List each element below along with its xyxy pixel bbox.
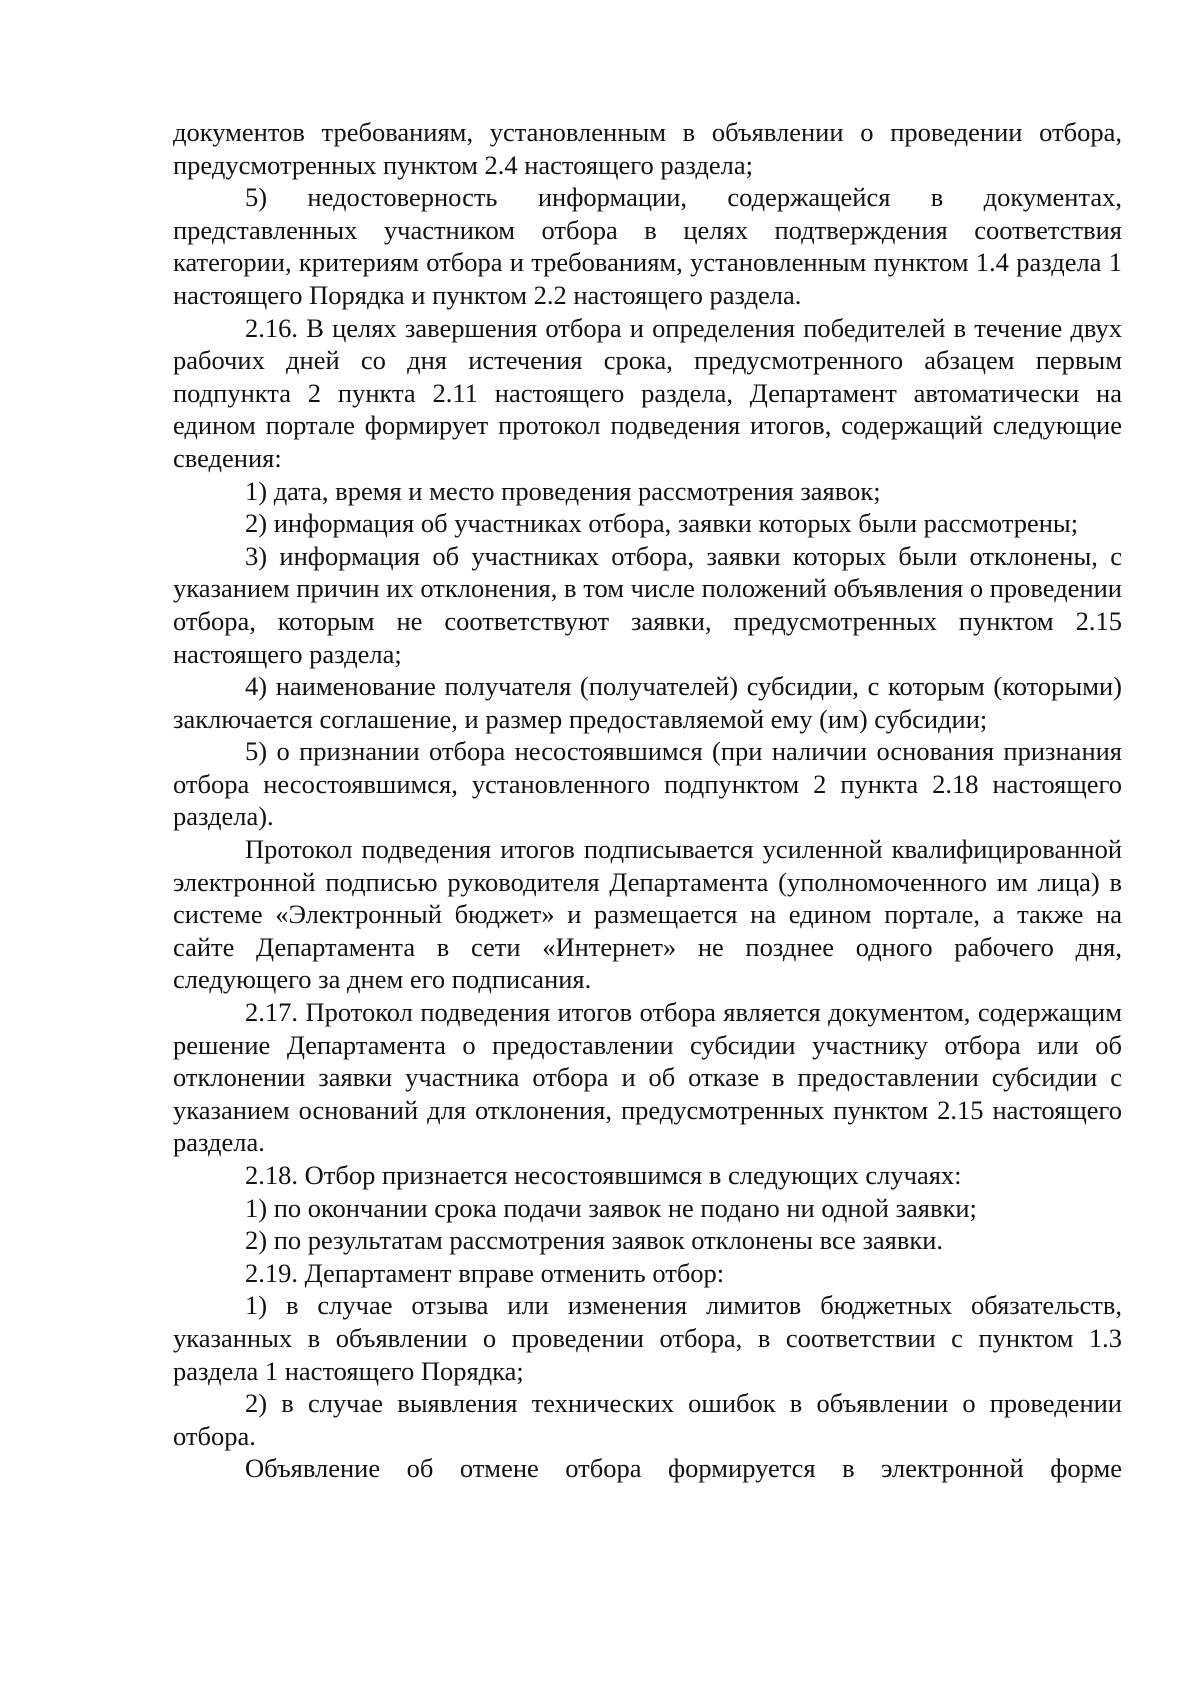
paragraph-list-item-4: 4) наименование получателя (получателей) субсидии, с которым (которыми) заключается соглашение, и размер предоставляемой ему (им) субсидии; — [173, 671, 1122, 734]
paragraph-2-18: 2.18. Отбор признается несостоявшимся в следующих случаях: — [245, 1160, 962, 1190]
paragraph-2-19: 2.19. Департамент вправе отменить отбор: — [245, 1257, 725, 1288]
paragraph-2-17: 2.17. Протокол подведения итогов отбора является документом, содержащим решение Департамента о предоставлении субсидии участнику отбора или об отклонении заявки участника отбора и об отказе в предоставлении субсидии с указанием оснований для отклонения, предусмотренных пунктом 2.15 настоящего раздела. — [173, 997, 1122, 1158]
paragraph-2-19-item-2: 2) в случае выявления технических ошибок в объявлении о проведении отбора. — [173, 1388, 1122, 1451]
paragraph-2-16: 2.16. В целях завершения отбора и определения победителей в течение двух рабочих дней со дня истечения срока, предусмотренного абзацем первым подпункта 2 пункта 2.11 настоящего раздела, Департамент автоматически на едином портале формирует протокол подведения итогов, содержащий следующие сведения: — [173, 312, 1122, 473]
paragraph-list-item-1: 1) дата, время и место проведения рассмотрения заявок; — [245, 475, 881, 506]
document-page — [173, 116, 1122, 1485]
paragraph-2-18-item-1: 1) по окончании срока подачи заявок не подано ни одной заявки; — [245, 1192, 977, 1223]
paragraph-list-item-5: 5) о признании отбора несостоявшимся (при наличии основания признания отбора несостоявшимся, установленного подпунктом 2 пункта 2.18 настоящего раздела). — [173, 736, 1122, 832]
paragraph-list-item-3: 3) информация об участниках отбора, заявки которых были отклонены, с указанием причин их отклонения, в том числе положений объявления о проведении отбора, которым не соответствуют заявки, предусмотренных пунктом 2.15 настоящего раздела; — [173, 540, 1122, 669]
paragraph-item-5-unreliable-info: 5) недостоверность информации, содержащейся в документах, представленных участником отбора в целях подтверждения соответствия категории, критериям отбора и требованиям, установленным пунктом 1.4 раздела 1 настоящего Порядка и пунктом 2.2 настоящего раздела. — [173, 182, 1122, 310]
paragraph-2-19-item-1: 1) в случае отзыва или изменения лимитов бюджетных обязательств, указанных в объявлении о проведении отбора, в соответствии с пунктом 1.3 раздела 1 настоящего Порядка; — [173, 1290, 1122, 1386]
paragraph-cancellation-notice: Объявление об отмене отбора формируется в электронной форме — [245, 1453, 1122, 1484]
paragraph-continuation: документов требованиям, установленным в объявлении о проведении отбора, предусмотренных пунктом 2.4 настоящего раздела; — [173, 117, 1122, 180]
paragraph-2-18-item-2: 2) по результатам рассмотрения заявок отклонены все заявки. — [245, 1225, 944, 1256]
paragraph-protocol-signing: Протокол подведения итогов подписывается усиленной квалифицированной электронной подписью руководителя Департамента (уполномоченного им лица) в системе «Электронный бюджет» и размещается на едином портале, а также на сайте Департамента в сети «Интернет» не позднее одного рабочего дня, следующего за днем его подписания. — [173, 834, 1122, 995]
paragraph-list-item-2: 2) информация об участниках отбора, заявки которых были рассмотрены; — [245, 508, 1079, 539]
